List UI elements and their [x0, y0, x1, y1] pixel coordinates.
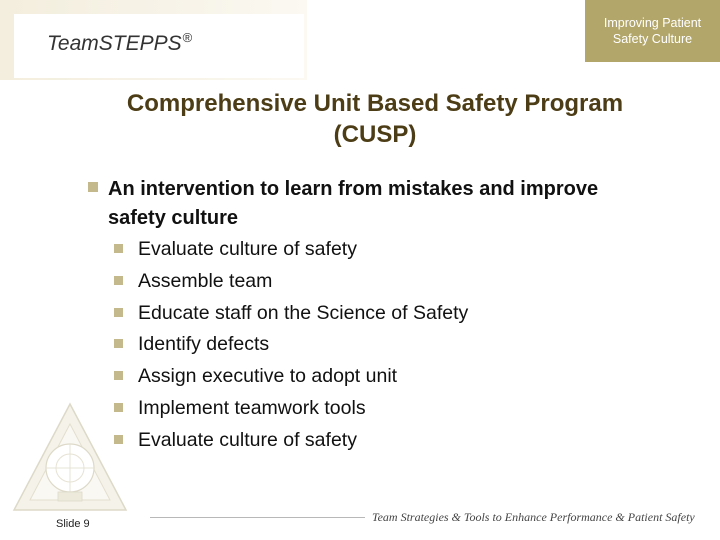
list-item-text: Assign executive to adopt unit: [138, 365, 398, 388]
header-badge-text: Improving Patient Safety Culture: [603, 16, 702, 46]
bullet-square-icon: [114, 339, 123, 348]
brand-suffix: STEPPS: [98, 32, 182, 55]
bullet-square-icon: [114, 276, 123, 285]
bullet-square-icon: [114, 244, 123, 253]
list-item: [114, 267, 468, 299]
list-item: [114, 330, 468, 362]
list-item-text: Evaluate culture of safety: [138, 428, 357, 451]
list-item: [114, 426, 468, 458]
list-item-text: Assemble team: [138, 269, 273, 292]
list-item: [114, 362, 468, 394]
bullet-square-icon: [114, 371, 123, 380]
list-item-text: Identify defects: [138, 333, 270, 356]
list-item-text: Educate staff on the Science of Safety: [138, 301, 469, 324]
header-badge: [585, 0, 720, 62]
sub-bullet-list: [114, 235, 468, 458]
list-item: [114, 299, 468, 331]
footer-tagline: Team Strategies & Tools to Enhance Performance & Patient Safety: [372, 510, 695, 524]
list-item: [114, 235, 468, 267]
main-bullet: [88, 175, 648, 233]
registered-mark: ®: [182, 30, 193, 45]
brand-prefix: Team: [47, 32, 99, 55]
list-item-text: Implement teamwork tools: [138, 396, 366, 419]
list-item-text: Evaluate culture of safety: [138, 238, 357, 260]
bullet-square-icon: [114, 308, 123, 317]
main-bullet-text: An intervention to learn from mistakes and improve safety culture: [108, 178, 599, 229]
bullet-square-icon: [88, 182, 98, 192]
slide-title: Comprehensive Unit Based Safety Program (CUSP): [126, 90, 624, 148]
list-item: [114, 394, 468, 426]
footer-divider: [150, 517, 365, 518]
brand-title: [47, 30, 192, 56]
teamstepps-logo-watermark-icon: [10, 400, 130, 515]
slide-number: Slide 9: [56, 518, 90, 530]
